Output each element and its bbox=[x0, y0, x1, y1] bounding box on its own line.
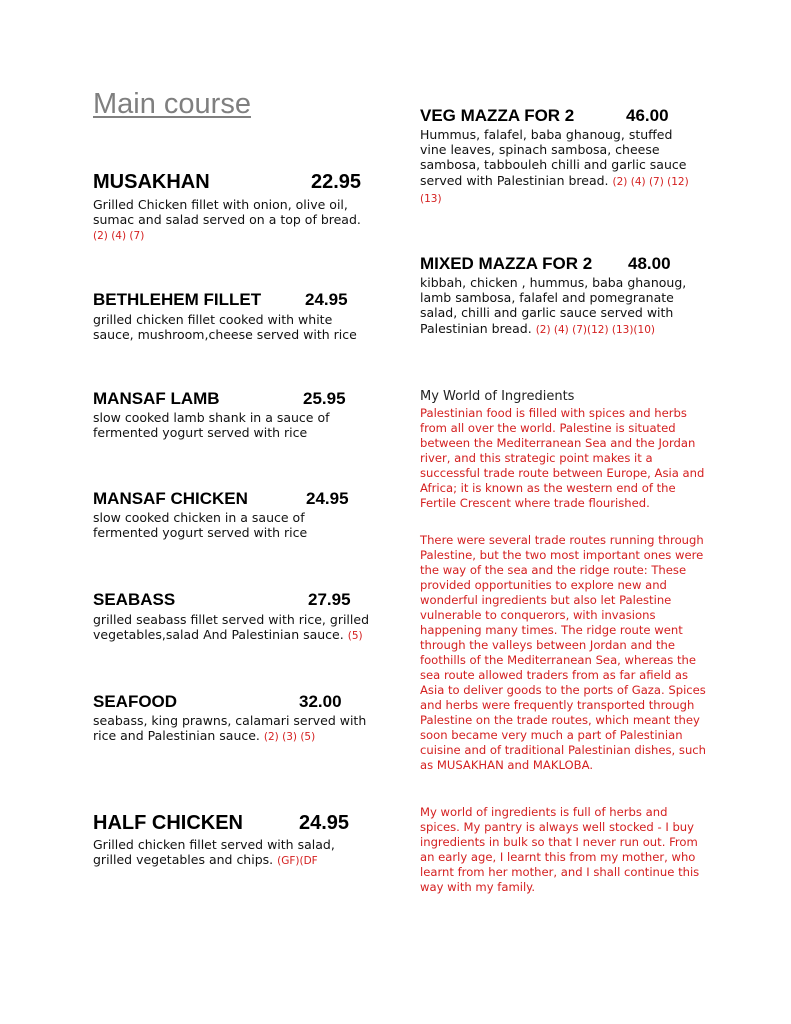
dish-name: MANSAF CHICKEN bbox=[93, 489, 248, 508]
dish-description: grilled seabass fillet served with rice, grilled vegetables,salad And Palestinian sauce. bbox=[93, 612, 370, 643]
info-paragraph: Palestinian food is filled with spices and herbs from all over the world. Palestine is situated between the Mediterranean Sea and the Jordan river, and this strategic point makes it a successful trade route between Europe, Asia and Africa; it is known as the western end of the Fertile Crescent where trade flourished. bbox=[420, 406, 705, 510]
dish-seabass bbox=[93, 590, 373, 644]
dish-name: SEAFOOD bbox=[93, 692, 178, 711]
dish-mansaf-chicken bbox=[93, 489, 353, 540]
allergen-codes: (2) (3) (5) bbox=[263, 731, 316, 744]
dish-name: MIXED MAZZA FOR 2 bbox=[420, 254, 593, 273]
dish-description: slow cooked lamb shank in a sauce of fermented yogurt served with rice bbox=[93, 410, 330, 441]
dish-price: 25.95 bbox=[303, 389, 346, 408]
info-heading: My World of Ingredients bbox=[420, 389, 575, 404]
dish-price: 24.95 bbox=[306, 489, 349, 508]
dish-name: BETHLEHEM FILLET bbox=[93, 290, 262, 309]
allergen-codes: (5) bbox=[347, 630, 363, 643]
dish-bethlehem-fillet bbox=[93, 290, 368, 342]
info-paragraph: There were several trade routes running through Palestine, but the two most important ones were the way of the sea and the ridge route: These provided opportunities to explore new and wonderful ingredients but also let Palestine vulnerable to conquerors, with invasions happening many times. The ridge route went through the valleys between Jordan and the foothills of the Mediterranean Sea, whereas the sea route allowed traders from as far afield as Asia to deliver goods to the ports of Gaza. Spices and herbs were frequently transported through Palestine on the trade routes, which meant they soon became very much a part of Palestinian cuisine and of traditional Palestinian dishes, such as MUSAKHAN and MAKLOBA. bbox=[420, 533, 707, 772]
dish-name: HALF CHICKEN bbox=[93, 812, 243, 834]
dish-musakhan bbox=[93, 171, 368, 245]
dish-price: 27.95 bbox=[308, 590, 351, 609]
allergen-codes: (2) (4) (7)(12) (13)(10) bbox=[535, 323, 655, 336]
allergen-codes: (2) (4) (7) (12) (13) bbox=[420, 175, 689, 205]
dish-description: Hummus, falafel, baba ghanoug, stuffed vine leaves, spinach sambosa, cheese sambosa, tabbouleh chilli and garlic sauce served with Palestinian bread. bbox=[420, 127, 687, 188]
dish-half-chicken bbox=[93, 812, 358, 869]
dish-price: 48.00 bbox=[628, 254, 671, 273]
allergen-codes: (GF)(DF bbox=[277, 855, 318, 868]
dish-veg-mazza bbox=[420, 106, 700, 207]
dish-mansaf-lamb bbox=[93, 389, 353, 440]
dish-price: 32.00 bbox=[299, 692, 342, 711]
allergen-codes: (2) (4) (7) bbox=[93, 230, 145, 243]
dish-price: 24.95 bbox=[299, 812, 350, 834]
dish-description: seabass, king prawns, calamari served with rice and Palestinian sauce. bbox=[93, 713, 367, 744]
dish-name: MUSAKHAN bbox=[93, 171, 210, 193]
dish-price: 22.95 bbox=[311, 171, 362, 193]
dish-description: Grilled chicken fillet served with salad, grilled vegetables and chips. bbox=[93, 837, 335, 868]
dish-seafood bbox=[93, 692, 368, 745]
dish-name: SEABASS bbox=[93, 590, 176, 609]
page-title: Main course bbox=[93, 88, 251, 120]
dish-description: Grilled Chicken fillet with onion, olive oil, sumac and salad served on a top of bread. bbox=[93, 197, 361, 228]
dish-price: 24.95 bbox=[305, 290, 348, 309]
dish-mixed-mazza bbox=[420, 254, 690, 338]
dish-price: 46.00 bbox=[626, 106, 669, 125]
dish-name: MANSAF LAMB bbox=[93, 389, 220, 408]
dish-description: slow cooked chicken in a sauce of fermented yogurt served with rice bbox=[93, 510, 308, 541]
dish-name: VEG MAZZA FOR 2 bbox=[420, 106, 575, 125]
dish-description: kibbah, chicken , hummus, baba ghanoug, lamb sambosa, falafel and pomegranate salad, chilli and garlic sauce served with Palestinian bread. bbox=[420, 275, 687, 336]
info-paragraph: My world of ingredients is full of herbs and spices. My pantry is always well stocked - I buy ingredients in bulk so that I never run out. From an early age, I learnt this from my mother, who learnt from her mother, and I shall continue this way with my family. bbox=[420, 805, 700, 894]
dish-description: grilled chicken fillet cooked with white sauce, mushroom,cheese served with rice bbox=[93, 312, 357, 343]
